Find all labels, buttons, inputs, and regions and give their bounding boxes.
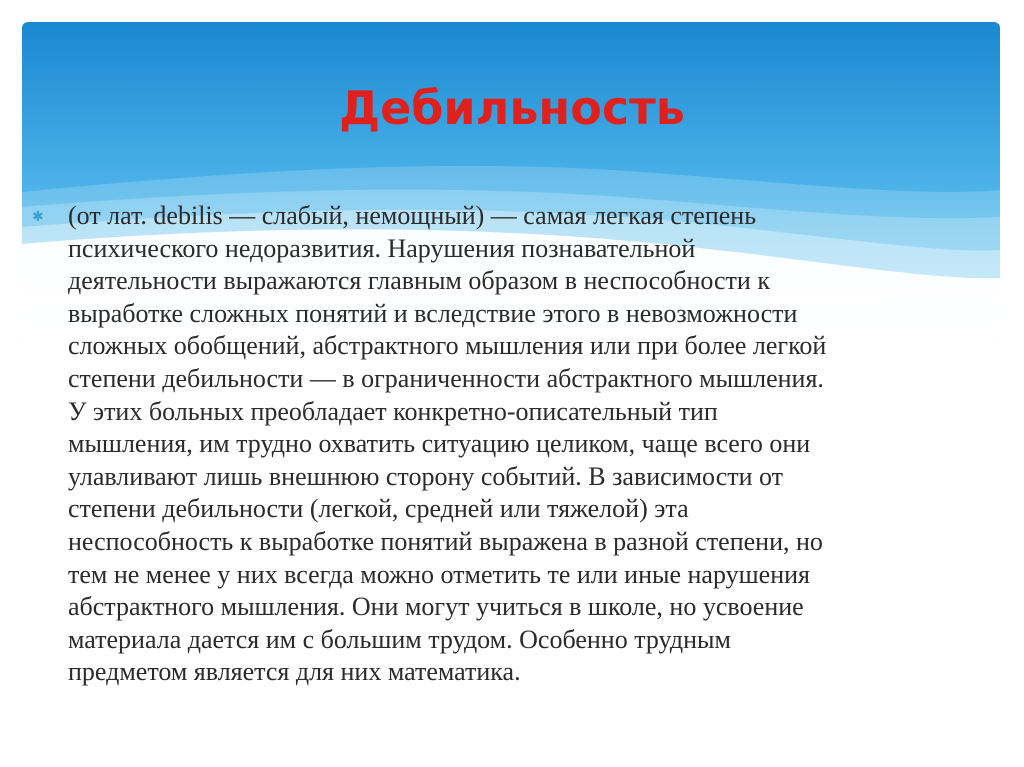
- bullet-star-icon: ✱: [32, 209, 44, 225]
- slide-title: Дебильность: [339, 81, 685, 135]
- body-paragraph: (от лат. debilis — слабый, немощный) — самая легкая степень психического недоразвития. Нарушения познавательной деятельности выражаются главным образом в неспособности к выработке сложных понятий и вследствие этого в невозможности сложных обобщений, абстрактного мышления или при более легкой степени дебильности — в ограниченности абстрактного мышления. У этих больных преобладает конкретно-описательный тип мышления, им трудно охватить ситуацию целиком, чаще всего они улавливают лишь внешнюю сторону событий. В зависимости от степени дебильности (легкой, средней или тяжелой) эта неспособность к выработке понятий выражена в разной степени, но тем не менее у них всегда можно отметить те или иные нарушения абстрактного мышления. Они могут учиться в школе, но усвоение материала дается им с большим трудом. Особенно трудным предметом является для них математика.: [68, 201, 827, 687]
- content-block: [32, 200, 992, 689]
